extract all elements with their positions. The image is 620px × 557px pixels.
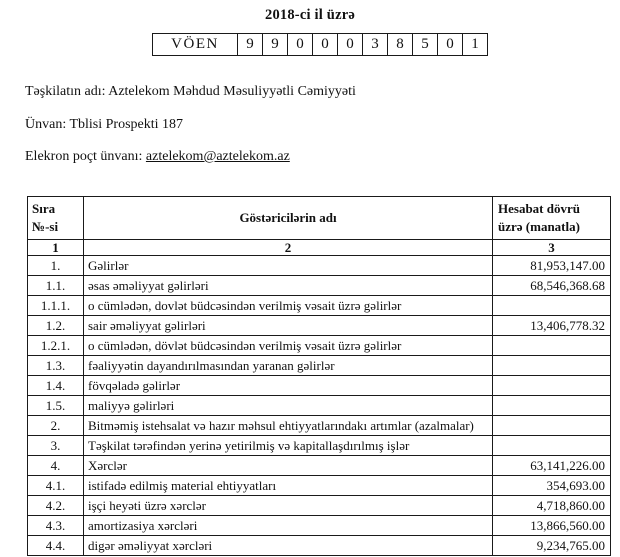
header-sira-no <box>28 197 84 240</box>
table-row <box>28 436 611 456</box>
row-indicator-name: amortizasiya xərcləri <box>84 516 493 536</box>
row-amount <box>493 336 611 356</box>
header-indicator-name: Göstəricilərin adı <box>84 197 493 240</box>
column-index-1: 1 <box>28 240 84 256</box>
row-amount <box>493 376 611 396</box>
row-amount <box>493 416 611 436</box>
report-table <box>27 196 611 556</box>
row-number: 3. <box>28 436 84 456</box>
row-number: 1.5. <box>28 396 84 416</box>
row-indicator-name: istifadə edilmiş material ehtiyyatları <box>84 476 493 496</box>
header-sira-line2: №-si <box>32 219 59 234</box>
header-sira-line1: Sıra <box>32 201 56 216</box>
row-indicator-name: əsas əməliyyat gəlirləri <box>84 276 493 296</box>
row-amount: 9,234,765.00 <box>493 536 611 556</box>
table-row <box>28 456 611 476</box>
table-row <box>28 276 611 296</box>
header-period-line1: Hesabat dövrü <box>498 201 580 216</box>
row-amount <box>493 436 611 456</box>
voen-digit-1: 9 <box>237 34 262 55</box>
header-reporting-period <box>493 197 611 240</box>
row-number: 1.4. <box>28 376 84 396</box>
voen-digit-8: 5 <box>412 34 437 55</box>
row-amount: 81,953,147.00 <box>493 256 611 276</box>
voen-digit-5: 0 <box>337 34 362 55</box>
row-amount: 63,141,226.00 <box>493 456 611 476</box>
table-row <box>28 256 611 276</box>
row-indicator-name: o cümlədən, dövlət büdcəsindən verilmiş vəsait üzrə gəlirlər <box>84 336 493 356</box>
table-row <box>28 496 611 516</box>
table-row <box>28 476 611 496</box>
row-number: 1.1. <box>28 276 84 296</box>
row-indicator-name: o cümlədən, dovlət büdcəsindən verilmiş vəsait üzrə gəlirlər <box>84 296 493 316</box>
row-number: 1.2.1. <box>28 336 84 356</box>
voen-digit-2: 9 <box>262 34 287 55</box>
table-header-row <box>28 197 611 240</box>
table-row <box>28 376 611 396</box>
row-number: 4.1. <box>28 476 84 496</box>
row-amount: 68,546,368.68 <box>493 276 611 296</box>
org-name-label: Təşkilatın adı: <box>25 84 106 99</box>
column-index-3: 3 <box>493 240 611 256</box>
row-number: 1. <box>28 256 84 276</box>
row-number: 1.3. <box>28 356 84 376</box>
row-indicator-name: Təşkilat tərəfindən yerinə yetirilmiş və kapitallaşdırılmış işlər <box>84 436 493 456</box>
email-label: Elekron poçt ünvanı: <box>25 149 143 164</box>
row-number: 1.2. <box>28 316 84 336</box>
voen-digit-10: 1 <box>462 34 487 55</box>
address-line <box>25 117 183 133</box>
email-value: aztelekom@aztelekom.az <box>145 149 290 164</box>
column-index-row <box>28 240 611 256</box>
row-indicator-name: işçi heyəti üzrə xərclər <box>84 496 493 516</box>
table-row <box>28 336 611 356</box>
row-number: 4.2. <box>28 496 84 516</box>
voen-digit-4: 0 <box>312 34 337 55</box>
voen-label: VÖEN <box>171 36 219 52</box>
table-row <box>28 356 611 376</box>
org-name-value: Aztelekom Məhdud Məsuliyyətli Cəmiyyəti <box>108 84 356 99</box>
voen-digit-6: 3 <box>362 34 387 55</box>
row-number: 4. <box>28 456 84 476</box>
org-name-line <box>25 84 356 100</box>
row-indicator-name: Xərclər <box>84 456 493 476</box>
row-indicator-name: fəaliyyətin dayandırılmasından yaranan gəlirlər <box>84 356 493 376</box>
row-indicator-name: fövqəladə gəlirlər <box>84 376 493 396</box>
table-row <box>28 536 611 556</box>
table-row <box>28 416 611 436</box>
email-line <box>25 149 290 165</box>
report-year-title: 2018-ci il üzrə <box>265 7 355 23</box>
voen-digit-9: 0 <box>437 34 462 55</box>
row-indicator-name: Gəlirlər <box>84 256 493 276</box>
voen-digit-7: 8 <box>387 34 412 55</box>
row-number: 4.4. <box>28 536 84 556</box>
row-amount <box>493 296 611 316</box>
row-number: 4.3. <box>28 516 84 536</box>
row-amount <box>493 396 611 416</box>
row-amount <box>493 356 611 376</box>
row-indicator-name: digər əməliyyat xərcləri <box>84 536 493 556</box>
table-row <box>28 296 611 316</box>
table-row <box>28 316 611 336</box>
row-indicator-name: maliyyə gəlirləri <box>84 396 493 416</box>
voen-box <box>152 33 488 56</box>
row-amount: 354,693.00 <box>493 476 611 496</box>
row-number: 2. <box>28 416 84 436</box>
row-amount: 13,406,778.32 <box>493 316 611 336</box>
table-row <box>28 396 611 416</box>
header-period-line2: üzrə (manatla) <box>498 219 580 234</box>
table-row <box>28 516 611 536</box>
address-value: Tblisi Prospekti 187 <box>69 117 184 132</box>
voen-digit-3: 0 <box>287 34 312 55</box>
row-number: 1.1.1. <box>28 296 84 316</box>
row-amount: 4,718,860.00 <box>493 496 611 516</box>
column-index-2: 2 <box>84 240 493 256</box>
row-indicator-name: Bitməmiş istehsalat və hazır məhsul ehtiyyatlarındakı artımlar (azalmalar) <box>84 416 493 436</box>
address-label: Ünvan: <box>25 117 67 132</box>
row-amount: 13,866,560.00 <box>493 516 611 536</box>
row-indicator-name: sair əməliyyat gəlirləri <box>84 316 493 336</box>
